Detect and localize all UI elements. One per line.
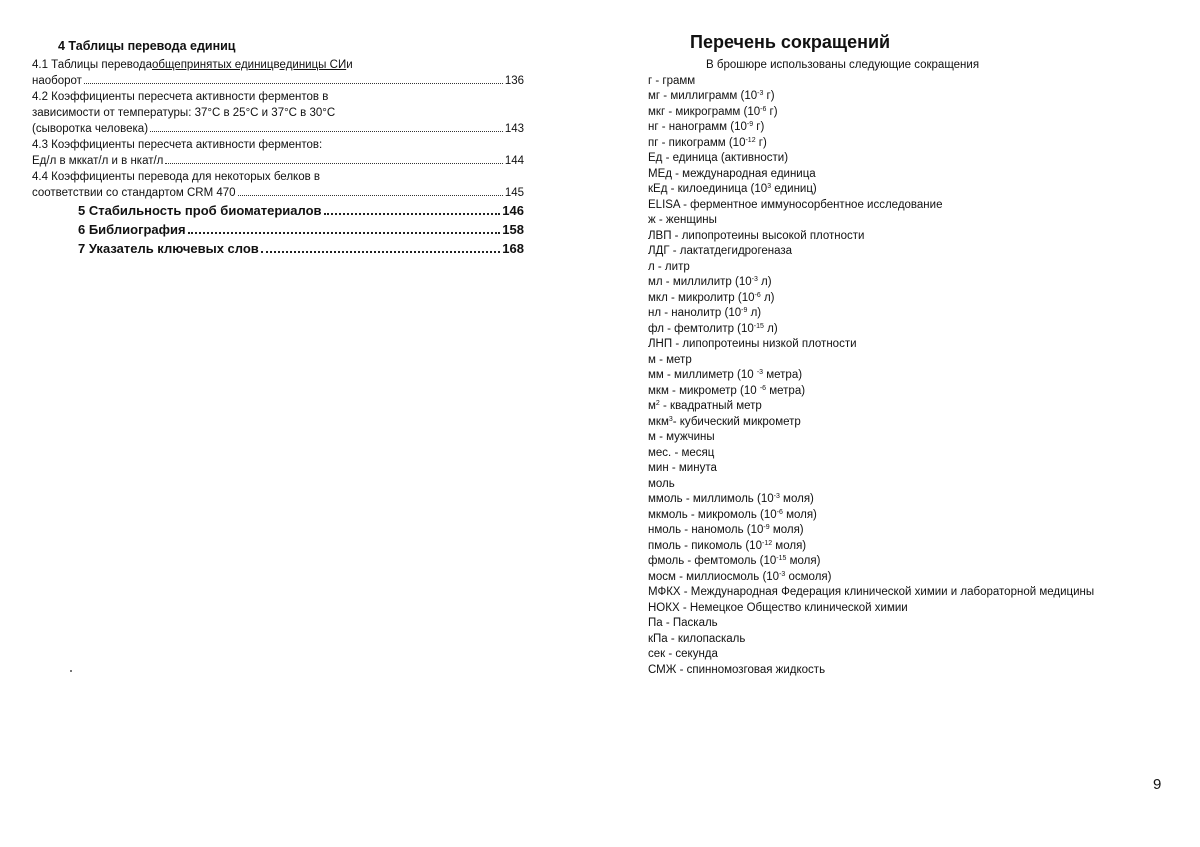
toc-text: 4.2 Коэффициенты пересчета активности ферментов в — [32, 91, 329, 103]
abbreviation-text: мкл - микролитр (10 — [648, 291, 755, 304]
toc-text: 4.1 Таблицы перевода — [32, 59, 152, 71]
exponent: -6 — [759, 384, 767, 392]
list-item — [648, 89, 1178, 105]
exponent: -3 — [756, 369, 764, 376]
toc-text: 6 Библиография — [78, 222, 186, 237]
list-item — [648, 446, 1178, 462]
list-item — [648, 477, 1178, 493]
toc-page-number: 136 — [504, 75, 524, 87]
list-item — [648, 337, 1178, 353]
abbreviation-text: моля) — [782, 508, 817, 521]
toc-entry-4-4[interactable] — [32, 169, 524, 201]
list-item — [648, 182, 1178, 198]
abbreviation-text: кЕд - килоединица (10 — [648, 183, 768, 195]
list-item — [648, 570, 1178, 586]
list-item — [648, 229, 1178, 245]
list-item — [648, 74, 1178, 90]
exponent: 3 — [668, 415, 673, 423]
abbreviation-text: ЛНП - липопротеины низкой плотности — [648, 338, 857, 350]
dot-leader — [150, 131, 503, 132]
page-number: 9 — [1153, 776, 1162, 793]
abbreviation-text: ЛДГ - лактатдегидрогеназа — [648, 245, 793, 257]
abbreviation-text: пг - пикограмм (10 — [648, 136, 746, 149]
abbreviation-text: мг - миллиграмм (10 — [648, 90, 758, 102]
toc-entry-line — [32, 121, 524, 137]
list-item — [648, 260, 1178, 276]
exponent: -3 — [757, 90, 764, 97]
exponent: -6 — [754, 291, 761, 299]
toc-entry-7[interactable] — [78, 239, 524, 258]
dot-leader — [238, 195, 503, 196]
abbreviation-text: Па - Паскаль — [648, 617, 718, 629]
list-item — [648, 539, 1178, 555]
toc-page-number: 143 — [504, 123, 524, 135]
exponent: -12 — [745, 136, 756, 144]
toc-page-number: 146 — [502, 203, 524, 218]
toc-entry-5[interactable] — [78, 201, 524, 220]
list-item — [648, 105, 1178, 121]
abbreviation-text: мкм — [648, 415, 669, 428]
dot-leader — [165, 163, 502, 164]
exponent: -12 — [761, 539, 773, 547]
dot-leader — [324, 213, 501, 215]
list-item — [648, 151, 1178, 167]
abbreviation-text: м — [648, 400, 656, 412]
list-item — [648, 430, 1178, 446]
toc-page-number: 168 — [502, 241, 524, 256]
abbreviation-text: моль — [648, 477, 675, 490]
list-item — [648, 167, 1178, 183]
list-item — [648, 322, 1178, 338]
exponent: -3 — [773, 493, 780, 500]
list-item — [648, 663, 1178, 679]
abbreviation-text: моля) — [769, 524, 804, 536]
toc-page-number: 145 — [504, 187, 524, 199]
list-item — [648, 461, 1178, 477]
toc-text: Ед/л в мккат/л и в нкат/л — [32, 155, 164, 167]
exponent: -9 — [741, 307, 748, 314]
exponent: 3 — [767, 183, 772, 190]
abbreviation-text: метра) — [763, 369, 803, 381]
abbreviation-text: фл - фемтолитр (10 — [648, 322, 754, 335]
list-item — [648, 213, 1178, 229]
list-item — [648, 368, 1178, 384]
toc-entry-line — [32, 153, 524, 169]
list-item — [648, 244, 1178, 260]
abbreviation-text: г - грамм — [648, 74, 696, 87]
abbreviation-text: осмоля) — [785, 570, 832, 583]
exponent: -3 — [779, 570, 786, 578]
abbreviation-text: моля) — [786, 555, 821, 567]
list-item — [648, 632, 1178, 648]
toc-entry-line — [32, 137, 524, 153]
list-item — [648, 275, 1178, 291]
abbreviation-text: СМЖ - спинномозговая жидкость — [648, 663, 826, 676]
abbreviation-text: мм - миллиметр (10 — [648, 369, 757, 381]
dot-leader — [261, 251, 500, 253]
abbreviation-text: пмоль - пикомоль (10 — [648, 539, 762, 552]
section-title: 4 Таблицы перевода единиц — [58, 39, 236, 53]
table-of-contents — [32, 38, 524, 258]
abbreviation-text: г) — [763, 90, 775, 102]
abbreviation-text: л - литр — [648, 260, 690, 273]
toc-entry-line — [32, 57, 524, 73]
abbreviation-text: г) — [753, 121, 765, 133]
abbreviation-text: МФКХ - Международная Федерация клинической химии и лабораторной медицины — [648, 586, 1095, 598]
list-item — [648, 353, 1178, 369]
toc-text: наоборот — [32, 75, 82, 87]
toc-entry-line — [32, 105, 524, 121]
abbreviation-text: моля) — [772, 539, 807, 552]
abbreviation-text: ж - женщины — [648, 214, 717, 226]
list-item — [648, 415, 1178, 431]
abbreviation-text: мин - минута — [648, 462, 717, 474]
list-item — [648, 198, 1178, 214]
toc-text: (сыворотка человека) — [32, 123, 149, 135]
toc-text: соответствии со стандартом CRM 470 — [32, 187, 236, 199]
toc-entry-line — [32, 169, 524, 185]
list-item — [648, 647, 1178, 663]
abbreviation-text: кПа - килопаскаль — [648, 632, 746, 645]
abbreviation-text: метра) — [766, 384, 806, 397]
abbreviation-text: моля) — [779, 493, 814, 505]
abbreviation-text: МЕд - международная единица — [648, 167, 816, 180]
toc-underlined-text: общепринятых единиц — [151, 59, 274, 71]
exponent: -3 — [751, 276, 758, 283]
list-item — [648, 554, 1178, 570]
abbreviation-text: ммоль - миллимоль (10 — [648, 493, 774, 505]
abbreviation-text: л) — [747, 307, 762, 319]
abbreviation-text: нл - нанолитр (10 — [648, 307, 742, 319]
abbreviation-text: г) — [755, 136, 767, 149]
abbreviation-text: Ед - единица (активности) — [648, 152, 789, 164]
toc-entry-4-2[interactable] — [32, 89, 524, 137]
abbreviation-text: ЛВП - липопротеины высокой плотности — [648, 229, 865, 242]
abbreviation-text: мкмоль - микромоль (10 — [648, 508, 777, 521]
list-item — [648, 585, 1178, 601]
list-item — [648, 492, 1178, 508]
list-item — [648, 384, 1178, 400]
toc-entry-line — [32, 89, 524, 105]
abbreviation-text: м - мужчины — [648, 431, 715, 443]
toc-page-number: 144 — [504, 155, 524, 167]
abbreviation-text: мес. - месяц — [648, 446, 715, 459]
abbreviation-text: сек - секунда — [648, 648, 718, 660]
abbreviation-text: - кубический микрометр — [672, 415, 801, 428]
list-item — [648, 508, 1178, 524]
abbreviation-list — [648, 74, 1178, 679]
abbreviation-text: м - метр — [648, 353, 692, 366]
toc-underlined-text: единицы СИ — [279, 59, 347, 71]
abbreviation-text: НОКХ - Немецкое Общество клинической химии — [648, 601, 908, 614]
toc-text: 4.3 Коэффициенты пересчета активности ферментов: — [32, 139, 323, 151]
dot-leader — [188, 232, 501, 234]
dot-leader — [84, 83, 503, 84]
abbreviation-text: л) — [760, 291, 775, 304]
toc-page-number: 158 — [502, 222, 524, 237]
toc-text: зависимости от температуры: 37°С в 25°С и 37°С в 30°С — [32, 107, 336, 119]
toc-text: 7 Указатель ключевых слов — [78, 241, 259, 256]
toc-entry-4-1[interactable] — [32, 57, 524, 89]
list-item — [648, 399, 1178, 415]
abbreviation-text: фмоль - фемтомоль (10 — [648, 555, 777, 567]
list-item — [648, 291, 1178, 307]
abbreviation-text: нг - нанограмм (10 — [648, 121, 747, 133]
abbreviation-text: ELISA - ферментное иммуносорбентное исследование — [648, 198, 943, 211]
list-item — [648, 120, 1178, 136]
abbreviation-text: мкм - микрометр (10 — [648, 384, 760, 397]
abbreviation-text: мосм - миллиосмоль (10 — [648, 570, 780, 583]
abbreviation-text: г) — [766, 105, 778, 118]
abbreviation-text: л) — [763, 322, 778, 335]
list-item — [648, 601, 1178, 617]
exponent: -9 — [746, 121, 754, 128]
scan-speck — [70, 670, 72, 672]
abbreviation-text: единиц) — [771, 183, 817, 195]
exponent: -6 — [776, 508, 783, 516]
toc-entry-6[interactable] — [78, 220, 524, 239]
toc-text: и — [346, 59, 353, 71]
toc-text: в — [273, 59, 280, 71]
list-item — [648, 523, 1178, 539]
intro-text: В брошюре использованы следующие сокращения — [706, 59, 980, 71]
abbreviation-text: - квадратный метр — [659, 400, 762, 412]
exponent: -15 — [776, 555, 787, 562]
abbreviation-text: мкг - микрограмм (10 — [648, 105, 761, 118]
list-item — [648, 306, 1178, 322]
page-title: Перечень сокращений — [690, 32, 891, 52]
abbreviation-text: нмоль - наномоль (10 — [648, 524, 764, 536]
list-item — [648, 136, 1178, 152]
abbreviation-text: мл - миллилитр (10 — [648, 276, 752, 288]
toc-text: 4.4 Коэффициенты перевода для некоторых белков в — [32, 171, 320, 183]
toc-text: 5 Стабильность проб биоматериалов — [78, 203, 322, 218]
exponent: 2 — [655, 400, 660, 407]
exponent: -9 — [763, 524, 770, 531]
abbreviations-section — [648, 30, 1178, 678]
abbreviation-text: л) — [757, 276, 772, 288]
toc-entry-line — [32, 185, 524, 201]
exponent: -15 — [753, 322, 764, 330]
exponent: -6 — [760, 105, 767, 113]
toc-entry-4-3[interactable] — [32, 137, 524, 169]
list-item — [648, 616, 1178, 632]
toc-entry-line — [32, 73, 524, 89]
